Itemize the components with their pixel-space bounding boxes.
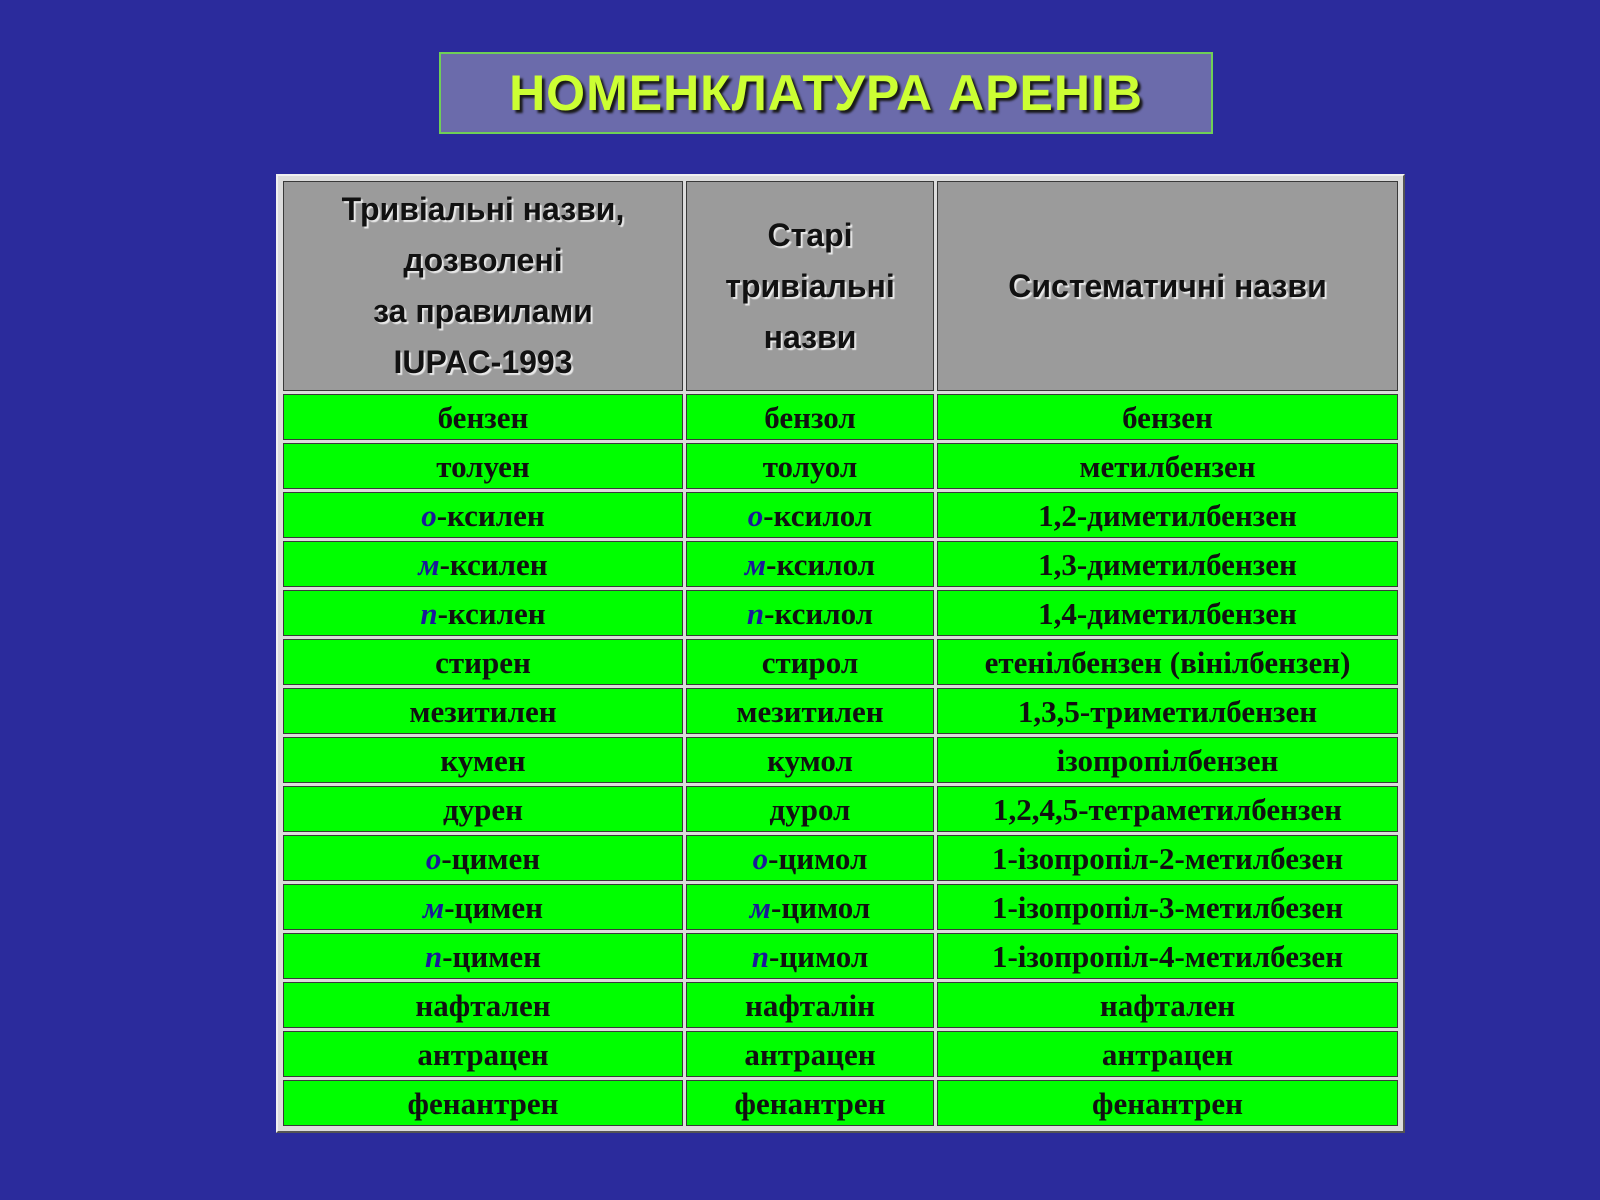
table-row — [283, 737, 1398, 783]
cell-text: дурен — [442, 791, 524, 827]
cell-trivial-iupac — [283, 590, 683, 636]
header-line: за правилами — [373, 293, 593, 329]
cell-text: фенантрен — [1092, 1085, 1243, 1121]
cell-old-trivial — [686, 1031, 934, 1077]
cell-old-trivial — [686, 541, 934, 587]
header-line: дозволені — [403, 242, 563, 278]
cell-systematic — [937, 590, 1398, 636]
cell-text: метилбензен — [1079, 448, 1256, 484]
cell-text: фенантрен — [407, 1085, 559, 1121]
cell-text: антрацен — [1101, 1036, 1234, 1072]
cell-systematic — [937, 884, 1398, 930]
cell-trivial-iupac — [283, 688, 683, 734]
header-line: тривіальні — [725, 267, 895, 304]
cell-text: бензен — [437, 399, 529, 435]
header-line: Тривіальні назви, — [341, 191, 625, 227]
table-row — [283, 688, 1398, 734]
isomer-prefix: м — [422, 889, 445, 925]
cell-text: нафтален — [415, 987, 551, 1023]
cell-text: мезитилен — [409, 693, 557, 729]
title-box — [439, 52, 1213, 134]
table-row — [283, 443, 1398, 489]
cell-text: 1,4-диметилбензен — [1038, 595, 1297, 631]
page-title: НОМЕНКЛАТУРА АРЕНІВ — [509, 65, 1143, 121]
cell-old-trivial — [686, 786, 934, 832]
cell-text: 1,3-диметилбензен — [1038, 546, 1297, 582]
cell-old-trivial — [686, 492, 934, 538]
cell-systematic — [937, 933, 1398, 979]
isomer-prefix: м — [418, 546, 440, 582]
cell-trivial-iupac — [283, 786, 683, 832]
nomenclature-table — [280, 178, 1401, 1129]
isomer-prefix: п — [751, 938, 769, 974]
nomenclature-table-frame — [276, 174, 1405, 1133]
cell-text: -ксилол — [764, 595, 874, 631]
isomer-prefix: п — [420, 595, 438, 631]
cell-trivial-iupac — [283, 835, 683, 881]
cell-text: -цимен — [444, 889, 544, 925]
cell-text: кумен — [440, 742, 526, 778]
cell-systematic — [937, 786, 1398, 832]
header-systematic — [937, 181, 1398, 391]
table-row — [283, 1031, 1398, 1077]
cell-trivial-iupac — [283, 639, 683, 685]
cell-text: -ксилен — [436, 497, 545, 533]
isomer-prefix: о — [752, 840, 769, 876]
cell-text: фенантрен — [734, 1085, 886, 1121]
cell-trivial-iupac — [283, 541, 683, 587]
cell-text: бензен — [1122, 399, 1213, 435]
cell-trivial-iupac — [283, 884, 683, 930]
isomer-prefix: м — [749, 889, 771, 925]
table-row — [283, 1080, 1398, 1126]
cell-text: толуен — [436, 448, 530, 484]
cell-text: 1-ізопропіл-4-метилбезен — [991, 938, 1344, 974]
cell-old-trivial — [686, 639, 934, 685]
cell-text: -ксилол — [766, 546, 876, 582]
cell-old-trivial — [686, 933, 934, 979]
header-line: назви — [763, 318, 857, 355]
cell-systematic — [937, 1080, 1398, 1126]
cell-old-trivial — [686, 1080, 934, 1126]
cell-text: -цимен — [441, 840, 541, 876]
cell-text: ізопропілбензен — [1056, 742, 1279, 778]
cell-text: -цимол — [768, 840, 868, 876]
header-trivial-iupac — [283, 181, 683, 391]
cell-old-trivial — [686, 982, 934, 1028]
table-row — [283, 394, 1398, 440]
cell-text: 1-ізопропіл-3-метилбезен — [991, 889, 1344, 925]
table-row — [283, 492, 1398, 538]
cell-trivial-iupac — [283, 933, 683, 979]
table-row — [283, 982, 1398, 1028]
cell-text: толуол — [762, 448, 858, 484]
cell-systematic — [937, 1031, 1398, 1077]
cell-text: антрацен — [417, 1036, 549, 1072]
cell-text: стирол — [761, 644, 859, 680]
cell-text: нафталін — [744, 987, 876, 1023]
table-row — [283, 835, 1398, 881]
table-row — [283, 590, 1398, 636]
cell-text: мезитилен — [736, 693, 884, 729]
isomer-prefix: о — [425, 840, 442, 876]
cell-text: 1,2-диметилбензен — [1038, 497, 1297, 533]
cell-systematic — [937, 737, 1398, 783]
cell-systematic — [937, 982, 1398, 1028]
cell-text: -цимен — [442, 938, 542, 974]
table-row — [283, 933, 1398, 979]
cell-trivial-iupac — [283, 1080, 683, 1126]
cell-old-trivial — [686, 688, 934, 734]
cell-systematic — [937, 688, 1398, 734]
isomer-prefix: п — [424, 938, 443, 974]
table-row — [283, 884, 1398, 930]
cell-text: нафтален — [1099, 987, 1236, 1023]
cell-trivial-iupac — [283, 443, 683, 489]
cell-systematic — [937, 394, 1398, 440]
cell-trivial-iupac — [283, 394, 683, 440]
table-row — [283, 541, 1398, 587]
cell-text: бензол — [764, 399, 856, 435]
isomer-prefix: м — [744, 546, 767, 582]
cell-old-trivial — [686, 590, 934, 636]
table-body — [283, 394, 1398, 1126]
cell-text: 1,3,5-триметилбензен — [1017, 693, 1318, 729]
cell-trivial-iupac — [283, 492, 683, 538]
header-row — [283, 181, 1398, 391]
cell-old-trivial — [686, 884, 934, 930]
cell-text: кумол — [767, 742, 853, 778]
cell-old-trivial — [686, 737, 934, 783]
cell-systematic — [937, 492, 1398, 538]
cell-trivial-iupac — [283, 1031, 683, 1077]
cell-trivial-iupac — [283, 982, 683, 1028]
cell-text: дурол — [769, 791, 851, 827]
cell-trivial-iupac — [283, 737, 683, 783]
cell-old-trivial — [686, 443, 934, 489]
table-row — [283, 786, 1398, 832]
header-line: Систематичні назви — [1008, 267, 1327, 304]
cell-text: -ксилол — [763, 497, 873, 533]
header-line: IUPAC-1993 — [393, 344, 573, 380]
cell-systematic — [937, 835, 1398, 881]
cell-text: -ксилен — [439, 546, 548, 582]
cell-systematic — [937, 443, 1398, 489]
cell-text: етенілбензен (вінілбензен) — [984, 644, 1351, 680]
cell-text: 1-ізопропіл-2-метилбезен — [991, 840, 1344, 876]
table-row — [283, 639, 1398, 685]
cell-text: 1,2,4,5-тетраметилбензен — [992, 791, 1343, 827]
cell-systematic — [937, 541, 1398, 587]
cell-systematic — [937, 639, 1398, 685]
cell-old-trivial — [686, 835, 934, 881]
cell-text: -цимол — [769, 938, 869, 974]
isomer-prefix: п — [746, 595, 765, 631]
cell-old-trivial — [686, 394, 934, 440]
header-old-trivial — [686, 181, 934, 391]
cell-text: антрацен — [744, 1036, 876, 1072]
cell-text: -ксилен — [437, 595, 546, 631]
cell-text: стирен — [435, 644, 531, 680]
header-line: Старі — [767, 216, 853, 253]
isomer-prefix: о — [421, 497, 437, 533]
cell-text: -цимол — [771, 889, 871, 925]
isomer-prefix: о — [747, 497, 764, 533]
